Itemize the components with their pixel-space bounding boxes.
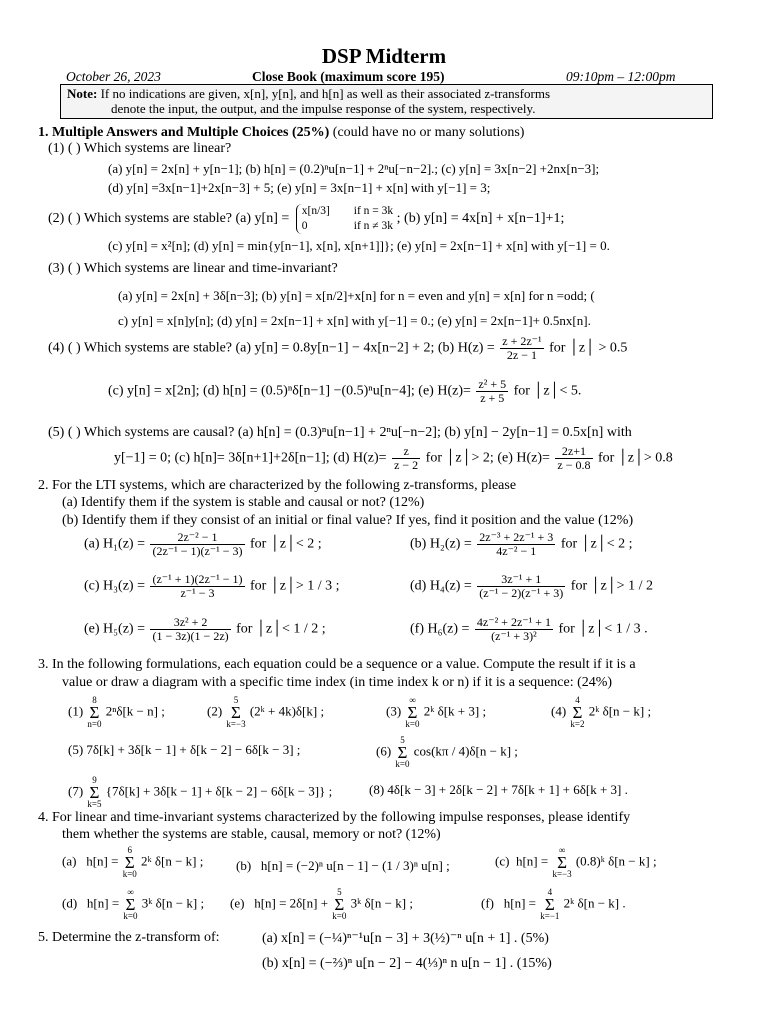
q1-p5-options-b: y[−1] = 0; (c) h[n]= 3δ[n+1]+2δ[n−1]; (d) H(z)= $\frac{z}{z - 2}$ for │z│> 2; (e) H(z)= $\frac{2z+1}{z - 0.8}$ for │z│> 0.8 xyxy=(114,444,673,472)
page-title: DSP Midterm xyxy=(321,44,447,68)
q1-p3-stem: (3) ( ) Which systems are linear and time-invariant? xyxy=(48,261,338,276)
note-line-2: denote the input, the output, and the impulse response of the system, respectively. xyxy=(111,101,536,116)
q4-item-a: (a) h[n] = 6 Σ k=0 2ᵏ δ[n − k] ; xyxy=(62,845,204,879)
q4-item-f: (f) h[n] = 4 Σ k=−1 2ᵏ δ[n − k] . xyxy=(481,887,626,921)
q2-part-a: (a) Identify them if the system is stable and causal or not? (12%) xyxy=(62,495,425,510)
q1-p1-options-b: (d) y[n] =3x[n−1]+2x[n−3] + 5; (e) y[n] = 3x[n−1] + x[n] with y[−1] = 3; xyxy=(108,180,491,195)
q1-p1-stem: (1) ( ) Which systems are linear? xyxy=(48,141,232,156)
sum-symbol: 4 Σ k=−1 xyxy=(540,887,560,921)
piecewise-brace: x[n/3] if n = 3k 0 if n ≠ 3k xyxy=(296,204,393,234)
q1-p1-options-a: (a) y[n] = 2x[n] + y[n−1]; (b) h[n] = (0.2)ⁿu[n−1] + 2ⁿu[−n−2].; (c) y[n] = 3x[n−2] +2nx[n−3]; xyxy=(108,161,600,176)
q3-item-1: (1) 8 Σ n=0 2ⁿδ[k − n] ; xyxy=(68,695,165,729)
q1-p4-stem: (4) ( ) Which systems are stable? (a) y[n] = 0.8y[n−1] − 4x[n−2] + 2; (b) H(z) = $\frac{\text{z + 2z⁻¹}}{2z - 1}$ for │z│ > 0.5 xyxy=(48,334,628,362)
q1-p2-options-b: (c) y[n] = x²[n]; (d) y[n] = min{y[n−1], x[n], x[n+1]]}; (e) y[n] = 2x[n−1] + x[n] with y[−1] = 0. xyxy=(108,238,610,253)
sum-symbol: 5 Σ k=−3 xyxy=(226,695,246,729)
q1-heading: 1. Multiple Answers and Multiple Choices (25%) (could have no or many solutions) xyxy=(38,125,525,140)
q2-heading: 2. For the LTI systems, which are characterized by the following z-transforms, please xyxy=(38,478,517,493)
q5-part-a: (a) x[n] = (−¼)ⁿ⁻¹u[n − 3] + 3(½)⁻ⁿ u[n + 1] . (5%) xyxy=(262,931,549,946)
note-label: Note: xyxy=(67,86,98,101)
sum-symbol: 6 Σ k=0 xyxy=(122,845,137,879)
sum-symbol: 4 Σ k=2 xyxy=(570,695,585,729)
q5-part-b: (b) x[n] = (−⅔)ⁿ u[n − 2] − 4(⅓)ⁿ n u[n − 1] . (15%) xyxy=(262,956,552,971)
q5-heading: 5. Determine the z-transform of: xyxy=(38,930,220,945)
q1-p5-fraction-1: $\frac{z}{z - 2}$ xyxy=(394,444,419,472)
q2-part-b: (b) Identify them if they consist of an initial or final value? If yes, find it position and the value (12%) xyxy=(62,513,634,528)
q1-p3-options-a: (a) y[n] = 2x[n] + 3δ[n−3]; (b) y[n] = x[n/2]+x[n] for n = even and y[n] = x[n] for n =odd; ( xyxy=(118,288,595,303)
q4-item-d: (d) h[n] = ∞ Σ k=0 3ᵏ δ[n − k] ; xyxy=(62,887,205,921)
q1-p4-options-b: (c) y[n] = x[2n]; (d) h[n] = (0.5)ⁿδ[n−1] −(0.5)ⁿu[n−4]; (e) H(z)= $\frac{\text{z² + 5}}{z + 5}$ for │z│< 5. xyxy=(108,377,582,405)
q2-item-f: (f) H₆(z) = $\frac{\text{4z⁻² + 2z⁻¹ + 1}}{\text{(z⁻¹ + 3)²}}$ for │z│< 1 / 3 . xyxy=(410,615,648,643)
q1-p4-fraction-1: $\frac{\text{z + 2z⁻¹}}{2z - 1}$ xyxy=(502,334,542,362)
q3-item-6: (6) 5 Σ k=0 cos(kπ / 4)δ[n − k] ; xyxy=(376,735,518,769)
q3-item-5: (5) 7δ[k] + 3δ[k − 1] + δ[k − 2] − 6δ[k − 3] ; xyxy=(68,742,301,757)
q1-p3-options-b: c) y[n] = x[n]y[n]; (d) y[n] = 2x[n−1] + x[n] with y[−1] = 0.; (e) y[n] = 2x[n−1]+ 0.5nx[n]. xyxy=(118,313,591,328)
sum-symbol: 5 Σ k=0 xyxy=(332,887,347,921)
note-line-1: If no indications are given, x[n], y[n], and h[n] as well as their associated z-transforms xyxy=(100,86,551,101)
q4-heading-1: 4. For linear and time-invariant systems characterized by the following impulse responses, please identify xyxy=(38,810,631,825)
sum-symbol: ∞ Σ k=−3 xyxy=(552,845,572,879)
q2-item-b: (b) H₂(z) = $\frac{\text{2z⁻³ + 2z⁻¹ + 3}}{\text{4z⁻² − 1}}$ for │z│< 2 ; xyxy=(410,530,633,558)
sum-symbol: 8 Σ n=0 xyxy=(87,695,102,729)
q2-item-e: (e) H₅(z) = $\frac{\text{3z² + 2}}{(1 - 3z)(1 - 2z)}$ for │z│< 1 / 2 ; xyxy=(84,615,326,643)
q2-item-a: (a) H₁(z) = $\frac{\text{2z⁻² − 1}}{\text{(2z⁻¹ − 1)(z⁻¹ − 3)}}$ for │z│< 2 ; xyxy=(84,530,322,558)
q3-item-4: (4) 4 Σ k=2 2ᵏ δ[n − k] ; xyxy=(551,695,652,729)
q4-item-e: (e) h[n] = 2δ[n] + 5 Σ k=0 3ᵏ δ[n − k] ; xyxy=(230,887,413,921)
sum-symbol: 5 Σ k=0 xyxy=(395,735,410,769)
exam-date: October 26, 2023 xyxy=(66,69,161,84)
exam-time: 09:10pm – 12:00pm xyxy=(566,69,676,84)
q4-item-b: (b) h[n] = (−2)ⁿ u[n − 1] − (1 / 3)ⁿ u[n] ; xyxy=(236,858,450,873)
q3-heading-1: 3. In the following formulations, each equation could be a sequence or a value. Compute the result if it is a xyxy=(38,657,636,672)
q3-item-3: (3) ∞ Σ k=0 2ᵏ δ[k + 3] ; xyxy=(386,695,487,729)
sum-symbol: ∞ Σ k=0 xyxy=(405,695,420,729)
q1-p4-fraction-2: $\frac{\text{z² + 5}}{z + 5}$ xyxy=(478,377,507,405)
sum-symbol: 9 Σ k=5 xyxy=(87,775,102,809)
exam-subtitle: Close Book (maximum score 195) xyxy=(252,69,445,84)
q3-item-7: (7) 9 Σ k=5 {7δ[k] + 3δ[k − 1] + δ[k − 2] − 6δ[k − 3]} ; xyxy=(68,775,333,809)
q3-heading-2: value or draw a diagram with a specific time index (in time index k or n) if it is a sequence: (24%) xyxy=(62,675,613,690)
q1-p2-stem: (2) ( ) Which systems are stable? (a) y[n] = x[n/3] if n = 3k 0 if n ≠ 3k ; (b) y[n] = 4x[n] + x[n−1]+1; xyxy=(48,205,565,232)
q3-item-8: (8) 4δ[k − 3] + 2δ[k − 2] + 7δ[k + 1] + 6δ[k + 3] . xyxy=(369,782,628,797)
q3-item-2: (2) 5 Σ k=−3 (2ᵏ + 4k)δ[k] ; xyxy=(207,695,325,729)
sum-symbol: ∞ Σ k=0 xyxy=(123,887,138,921)
q2-item-d: (d) H₄(z) = $\frac{\text{3z⁻¹ + 1}}{\text{(z⁻¹ − 2)(z⁻¹ + 3)}}$ for │z│> 1 / 2 xyxy=(410,572,653,600)
q1-p5-stem: (5) ( ) Which systems are causal? (a) h[n] = (0.3)ⁿu[n−1] + 2ⁿu[−n−2]; (b) y[n] − 2y[n−1] = 0.5x[n] with xyxy=(48,425,632,440)
q4-item-c: (c) h[n] = ∞ Σ k=−3 (0.8)ᵏ δ[n − k] ; xyxy=(495,845,657,879)
q4-heading-2: them whether the systems are stable, causal, memory or not? (12%) xyxy=(62,827,441,842)
note-box xyxy=(60,84,713,119)
q2-item-c: (c) H₃(z) = $\frac{\text{(z⁻¹ + 1)(2z⁻¹ − 1)}}{\text{z⁻¹ − 3}}$ for │z│> 1 / 3 ; xyxy=(84,572,340,600)
q1-p5-fraction-2: $\frac{2z+1}{z - 0.8}$ xyxy=(557,444,591,472)
